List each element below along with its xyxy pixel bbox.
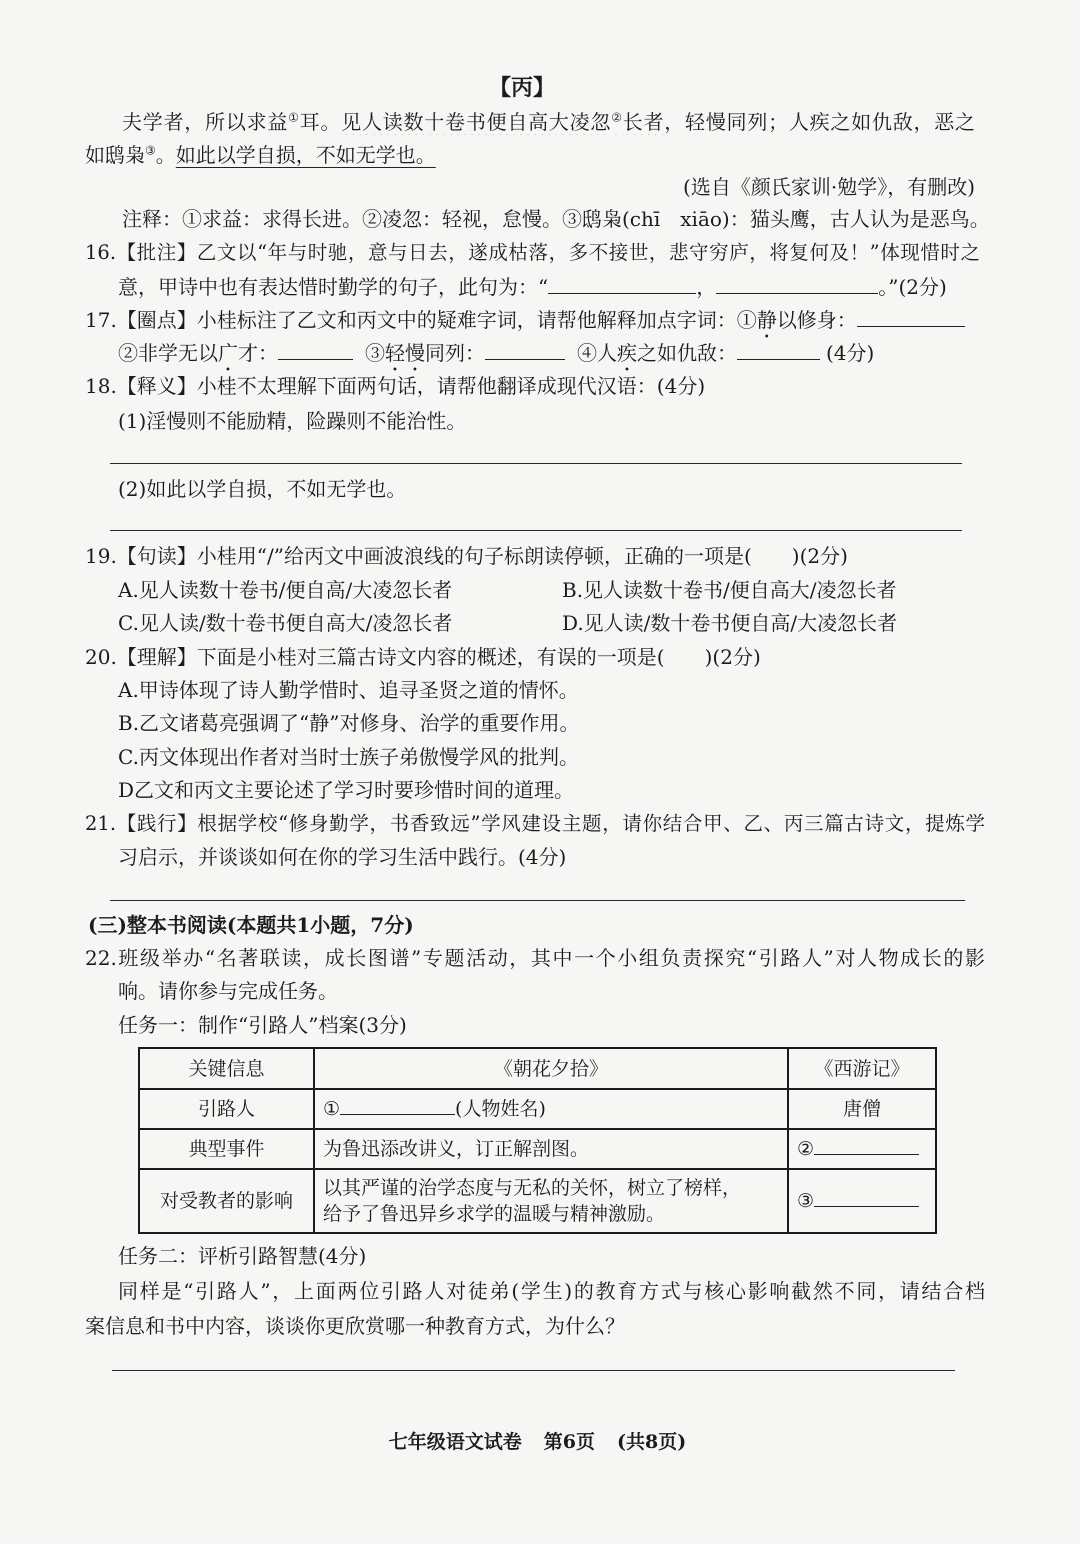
answer-line — [110, 530, 962, 531]
q17-line-1 — [85, 307, 965, 333]
q16-separator: ， — [696, 275, 717, 299]
table-row — [139, 1089, 936, 1129]
q20-option-a: A.甲诗体现了诗人勤学惜时、追寻圣贤之道的情怀。 — [118, 678, 579, 702]
passage-text: 夫学者，所以求益 — [122, 110, 289, 134]
q17-text: 以修身： — [776, 308, 857, 332]
table-cell — [314, 1089, 788, 1129]
q16-line-2 — [118, 274, 947, 300]
footer-total-pages: (共8页) — [617, 1431, 687, 1453]
table-header-cell: 《西游记》 — [788, 1048, 936, 1089]
table-cell-text: 给予了鲁迅异乡求学的温暖与精神激励。 — [323, 1203, 666, 1225]
table-cell: 为鲁迅添改讲义，订正解剖图。 — [314, 1129, 788, 1169]
q21-line-2: 习启示，并谈谈如何在你的学习生活中践行。(4分) — [118, 845, 567, 869]
q22-line-1: 22.班级举办“名著联读，成长图谱”专题活动，其中一个小组负责探究“引路人”对人物成长的影 — [85, 946, 985, 970]
q22-task-2-line-1: 同样是“引路人”，上面两位引路人对徒弟(学生)的教育方式与核心影响截然不同，请结合档 — [118, 1279, 985, 1303]
q17-text: ③ — [365, 341, 385, 365]
dotted-char: 轻慢 — [385, 341, 425, 365]
dotted-char: 广 — [218, 341, 238, 365]
answer-line — [110, 900, 965, 901]
table-row — [139, 1129, 936, 1169]
q22-line-2: 响。请你参与完成任务。 — [118, 979, 338, 1003]
q17-text: 同列： — [425, 341, 485, 365]
table-cell-text: 以其严谨的治学态度与无私的关怀，树立了榜样， — [323, 1177, 742, 1199]
table-row-label: 引路人 — [139, 1089, 314, 1129]
passage-text: 如鸱枭 — [85, 143, 145, 167]
q17-text: 之如仇敌： — [637, 341, 737, 365]
table-header-row — [139, 1048, 936, 1089]
q19-option-d: D.见人读/数十卷书便自高/大凌忽长者 — [562, 611, 898, 635]
passage-notes: 注释：①求益：求得长进。②凌忽：轻视，怠慢。③鸱枭(chī xiāo)：猫头鹰，古人认为是恶鸟。 — [122, 207, 990, 231]
table-cell: 唐僧 — [788, 1089, 936, 1129]
q18-stem: 18.【释义】小桂不太理解下面两句话，请帮他翻译成现代汉语：(4分) — [85, 374, 706, 398]
table-row-label: 对受教者的影响 — [139, 1169, 314, 1233]
q22-task-2: 任务二：评析引路智慧(4分) — [118, 1244, 367, 1268]
q19-option-b: B.见人读数十卷书/便自高大/凌忽长者 — [562, 578, 897, 602]
table-cell — [314, 1169, 788, 1233]
answer-blank-q17-3 — [485, 341, 565, 360]
q17-line-2 — [118, 340, 874, 366]
guide-profile-table — [138, 1047, 937, 1234]
dotted-char: 静 — [756, 308, 777, 332]
q19-option-c: C.见人读/数十卷书便自高大/凌忽长者 — [118, 611, 453, 635]
footer-title: 七年级语文试卷 — [388, 1431, 522, 1453]
q17-text: ④人 — [577, 341, 617, 365]
blank-marker: ③ — [797, 1190, 815, 1212]
q16-score: 。”(2分) — [878, 275, 947, 299]
q20-option-d: D乙文和丙文主要论述了学习时要珍惜时间的道理。 — [118, 778, 575, 802]
passage-source: (选自《颜氏家训·勉学》，有删改) — [683, 175, 975, 199]
q16-text: 意，甲诗中也有表达惜时勤学的句子，此句为：“ — [118, 275, 549, 299]
q20-option-c: C.丙文体现出作者对当时士族子弟傲慢学风的批判。 — [118, 745, 579, 769]
passage-line-2 — [85, 142, 436, 168]
q19-option-a: A.见人读数十卷书/便自高/大凌忽长者 — [118, 578, 453, 602]
q19-stem: 19.【句读】小桂用“/”给丙文中画波浪线的句子标朗读停顿，正确的一项是( )(2分) — [85, 544, 848, 568]
footnote-marker: ② — [611, 110, 623, 125]
q17-text: 17.【圈点】小桂标注了乙文和丙文中的疑难字词，请帮他解释加点字词：① — [85, 308, 757, 332]
q17-score: (4分) — [826, 341, 875, 365]
section-title: 【丙】 — [488, 75, 555, 101]
q17-text: ②非学无以 — [118, 341, 218, 365]
blank-marker: ② — [797, 1138, 815, 1160]
wavy-underlined-sentence — [341, 110, 664, 134]
answer-blank-q17-1 — [857, 308, 965, 327]
q20-stem: 20.【理解】下面是小桂对三篇古诗文内容的概述，有误的一项是( )(2分) — [85, 645, 761, 669]
q18-sentence-1: (1)淫慢则不能励精，险躁则不能治性。 — [118, 409, 467, 433]
q18-sentence-2: (2)如此以学自损，不如无学也。 — [118, 477, 407, 501]
q17-text: 才： — [238, 341, 278, 365]
answer-blank-q16-1 — [548, 275, 696, 294]
footnote-marker: ① — [288, 110, 300, 125]
table-cell — [788, 1129, 936, 1169]
answer-blank-q16-2 — [716, 275, 878, 294]
answer-blank-q17-4 — [737, 341, 820, 360]
passage-text: 长者 — [622, 110, 665, 134]
page-footer — [0, 1429, 1075, 1455]
table-header-cell: 关键信息 — [139, 1048, 314, 1089]
table-cell — [788, 1169, 936, 1233]
passage-text: 见人读数十卷书便自高大凌忽 — [341, 110, 612, 134]
passage-text: 。 — [155, 143, 176, 167]
passage-text: ，轻慢同列；人疾之如仇敌，恶之 — [664, 110, 975, 134]
blank-marker: ① — [323, 1098, 341, 1120]
answer-blank-table-1 — [340, 1096, 455, 1115]
underlined-sentence: 如此以学自损，不如无学也。 — [175, 143, 436, 167]
q22-task-2-line-2: 案信息和书中内容，谈谈你更欣赏哪一种教育方式，为什么？ — [85, 1314, 625, 1338]
q16-line-1: 16.【批注】乙文以“年与时驰，意与日去，遂成枯落，多不接世，悲守穷庐，将复何及！”体现惜时之 — [85, 241, 980, 264]
table-row-label: 典型事件 — [139, 1129, 314, 1169]
table-row — [139, 1169, 936, 1233]
table-header-cell: 《朝花夕拾》 — [314, 1048, 788, 1089]
q20-option-b: B.乙文诸葛亮强调了“静”对修身、治学的重要作用。 — [118, 711, 580, 735]
footnote-marker: ③ — [145, 143, 156, 158]
passage-text: 耳。 — [299, 110, 342, 134]
blank-hint: (人物姓名) — [455, 1098, 546, 1120]
answer-blank-table-2 — [814, 1136, 919, 1155]
answer-line — [112, 1370, 955, 1371]
answer-line — [110, 463, 962, 464]
answer-blank-table-3 — [814, 1188, 919, 1207]
dotted-char: 疾 — [617, 341, 637, 365]
q21-line-1: 21.【践行】根据学校“修身勤学，书香致远”学风建设主题，请你结合甲、乙、丙三篇古诗文，提炼学 — [85, 812, 985, 835]
q22-task-1: 任务一：制作“引路人”档案(3分) — [118, 1013, 407, 1037]
footer-page-number: 第6页 — [543, 1431, 596, 1453]
answer-blank-q17-2 — [278, 341, 353, 360]
section-3-heading: (三)整本书阅读(本题共1小题，7分) — [88, 913, 414, 937]
passage-line-1 — [122, 109, 975, 135]
